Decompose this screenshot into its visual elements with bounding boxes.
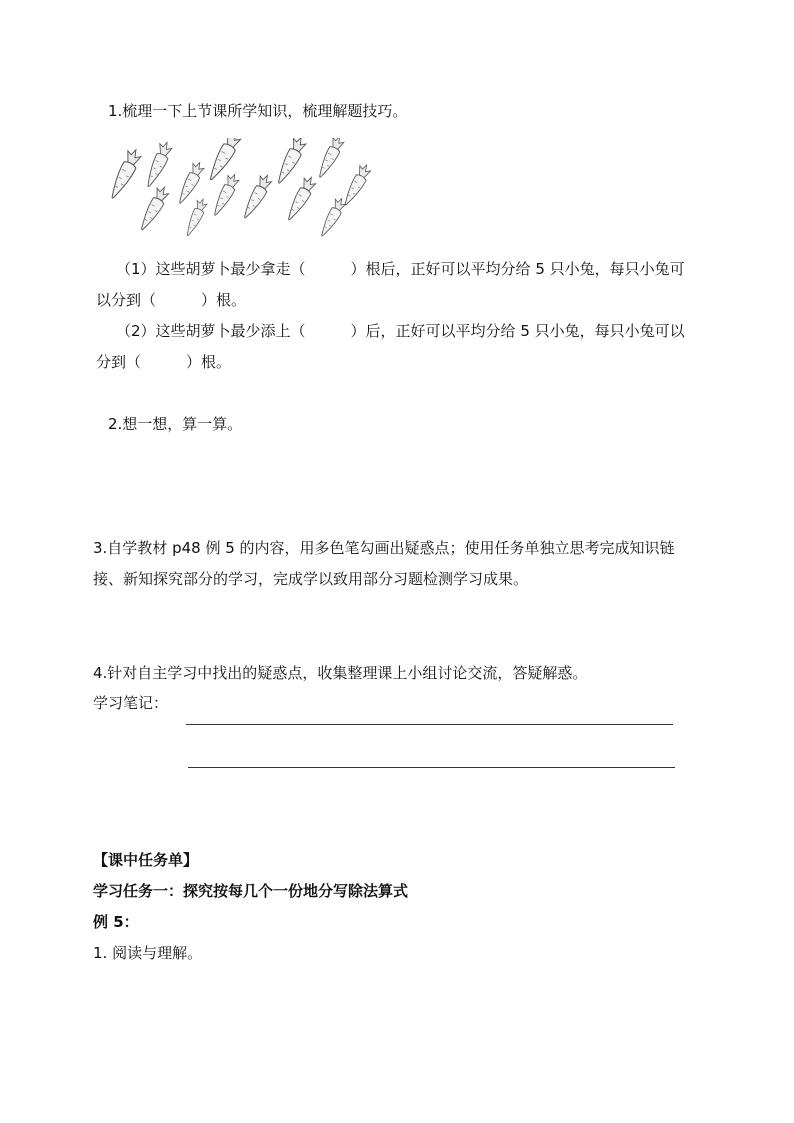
in-class-header: 【课中任务单】 (93, 851, 199, 869)
q1-title: 1.梳理一下上节课所学知识，梳理解题技巧。 (108, 102, 408, 120)
q1-sub1-line2: 以分到（ ）根。 (96, 291, 247, 309)
carrot (282, 174, 318, 222)
carrot (182, 197, 209, 238)
carrot (174, 160, 207, 206)
q3-line1: 3.自学教材 p48 例 5 的内容，用多色笔勾画出疑惑点；使用任务单独立思考完成知识链 (93, 539, 675, 557)
carrot (141, 140, 174, 189)
carrot (339, 162, 373, 208)
carrot (106, 147, 144, 202)
carrot (272, 138, 309, 186)
task-title: 学习任务一：探究按每几个一份地分写除法算式 (93, 882, 409, 900)
carrot (203, 138, 243, 183)
carrot (238, 172, 274, 220)
carrot (314, 138, 347, 180)
notes-label: 学习笔记： (93, 694, 169, 712)
q1-sub1-line1: （1）这些胡萝卜最少拿走（ ）根后，正好可以平均分给 5 只小兔，每只小兔可 (116, 260, 685, 278)
carrot (209, 172, 242, 218)
q2-title: 2.想一想，算一算。 (108, 415, 243, 433)
q1-sub2-line1: （2）这些胡萝卜最少添上（ ）后，正好可以平均分给 5 只小兔，每只小兔可以 (116, 322, 685, 340)
q3-line2: 接、新知探究部分的学习，完成学以致用部分习题检测学习成果。 (93, 570, 529, 588)
q1-sub2-line2: 分到（ ）根。 (96, 353, 232, 371)
q4-line1: 4.针对自主学习中找出的疑惑点，收集整理课上小组讨论交流，答疑解惑。 (93, 664, 588, 682)
example-label: 例 5： (93, 913, 139, 931)
carrots-image (106, 138, 374, 242)
carrot (135, 184, 171, 232)
carrot (316, 196, 348, 239)
notes-line-1[interactable] (186, 724, 673, 725)
step1-label: 1. 阅读与理解。 (93, 944, 203, 962)
notes-line-2[interactable] (188, 767, 675, 768)
